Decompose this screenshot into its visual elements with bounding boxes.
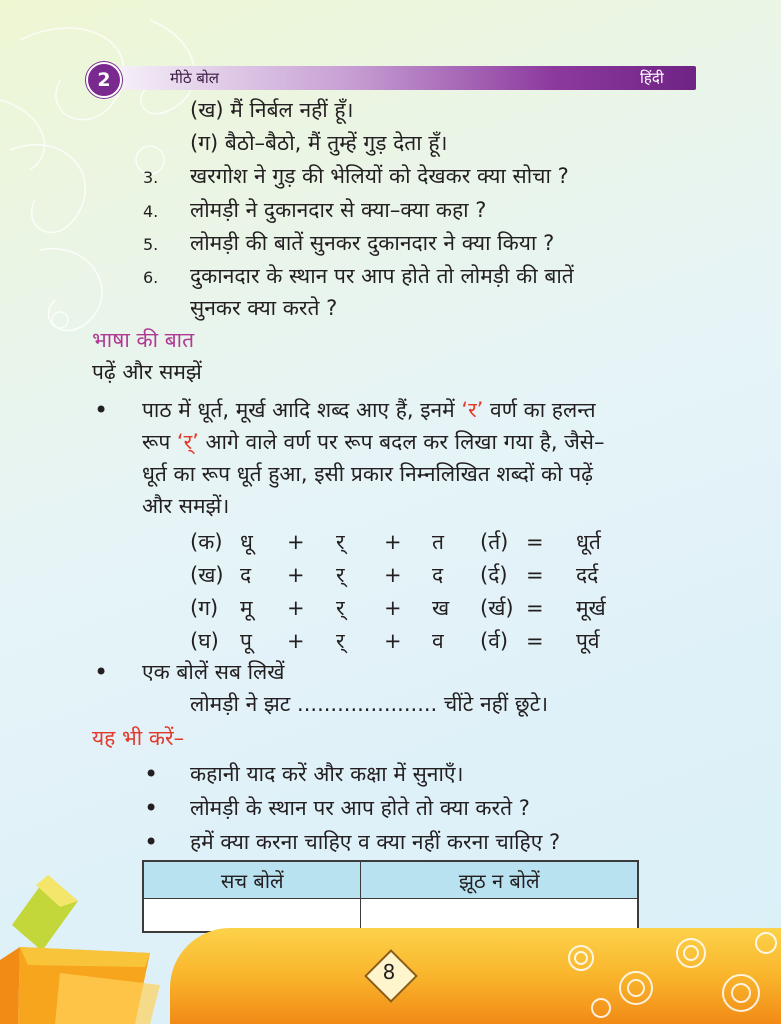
page-number: 8	[382, 960, 396, 984]
dictation-instruction: एक बोलें सब लिखें	[142, 660, 285, 684]
chapter-number-badge: 2	[86, 62, 122, 98]
table-header-no-lie: झूठ न बोलें	[361, 861, 638, 899]
bullet: •	[144, 760, 159, 788]
section-subheading-read: पढ़ें और समझें	[92, 360, 202, 384]
table-cell-no-lie[interactable]	[361, 899, 638, 933]
decorative-shapes	[0, 855, 175, 1024]
question-text: लोमड़ी की बातें सुनकर दुकानदार ने क्या किया ?	[190, 231, 555, 255]
question-text: खरगोश ने गुड़ की भेलियों को देखकर क्या सोचा ?	[190, 164, 569, 188]
highlight-ra-halant: ‘र्’	[176, 430, 199, 454]
subject-label: हिंदी	[640, 69, 664, 87]
decorative-swirl-footer	[541, 928, 781, 1024]
bullet: •	[144, 794, 159, 822]
question-number: 4.	[143, 202, 159, 221]
bullet: •	[144, 828, 159, 856]
bullet: •	[94, 396, 109, 424]
question-text-continued: सुनकर क्या करते ?	[190, 296, 338, 320]
question-2-option-ga: (ग) बैठो–बैठो, मैं तुम्हें गुड़ देता हूँ।	[190, 131, 448, 155]
section-heading-activities: यह भी करें–	[92, 726, 185, 750]
truth-lie-table	[142, 860, 639, 933]
question-number: 6.	[143, 268, 159, 287]
table-header-truth: सच बोलें	[143, 861, 361, 899]
question-2-option-kha: (ख) मैं निर्बल नहीं हूँ।	[190, 98, 354, 122]
table-cell-truth[interactable]	[143, 899, 361, 933]
highlight-ra: ‘र’	[461, 398, 484, 422]
activity-item: लोमड़ी के स्थान पर आप होते तो क्या करते ?	[190, 796, 530, 820]
question-number: 5.	[143, 235, 159, 254]
paragraph-line-1: पाठ में धूर्त, मूर्ख आदि शब्द आए हैं, इनमें ‘र’ वर्ण का हलन्त	[142, 398, 596, 422]
activity-item: कहानी याद करें और कक्षा में सुनाएँ।	[190, 762, 464, 786]
bullet: •	[94, 658, 109, 686]
section-heading-language: भाषा की बात	[92, 328, 195, 352]
question-text: लोमड़ी ने दुकानदार से क्या–क्या कहा ?	[190, 198, 487, 222]
question-text: दुकानदार के स्थान पर आप होते तो लोमड़ी की बातें	[190, 264, 574, 288]
chapter-title: मीठे बोल	[170, 69, 219, 87]
footer-band	[170, 928, 781, 1024]
fill-in-blank-sentence: लोमड़ी ने झट ..................... चींटे नहीं छूटे।	[190, 692, 549, 716]
activity-item: हमें क्या करना चाहिए व क्या नहीं करना चाहिए ?	[190, 830, 561, 854]
question-number: 3.	[143, 168, 159, 187]
paragraph-line-3: धूर्त का रूप धूर्त हुआ, इसी प्रकार निम्नलिखित शब्दों को पढ़ें	[142, 462, 593, 486]
paragraph-line-2: रूप ‘र्’ आगे वाले वर्ण पर रूप बदल कर लिखा गया है, जैसे–	[142, 430, 605, 454]
paragraph-line-4: और समझें।	[142, 494, 230, 518]
